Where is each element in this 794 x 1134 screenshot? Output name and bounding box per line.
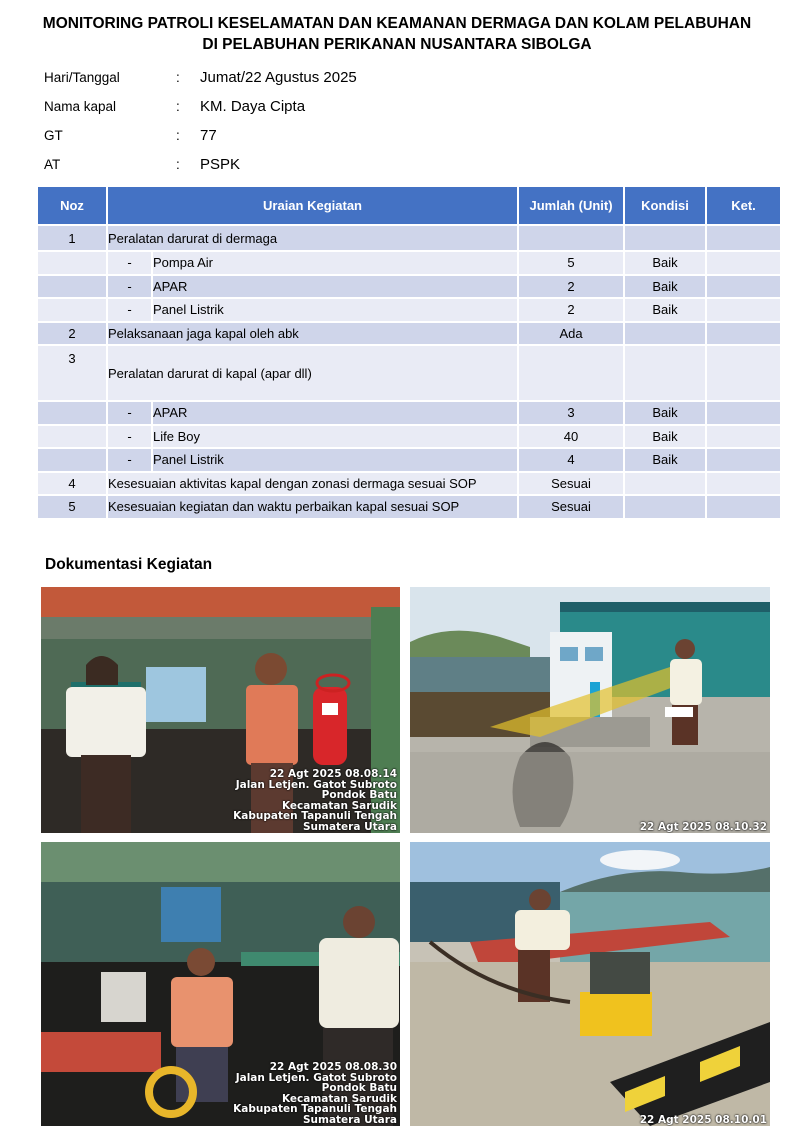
table-row	[37, 425, 781, 449]
cell-no: 1	[37, 225, 107, 251]
cell-kondisi: Baik	[624, 251, 706, 275]
header-kondisi: Kondisi	[624, 186, 706, 225]
cell-jumlah: 3	[518, 401, 624, 425]
cell-item: Life Boy	[152, 425, 518, 449]
cell-no: 4	[37, 472, 107, 496]
photo-ship-interior	[41, 842, 400, 1126]
info-value: KM. Daya Cipta	[200, 98, 306, 115]
cell-dash: -	[107, 401, 152, 425]
cell-jumlah: Sesuai	[518, 472, 624, 496]
info-label: Hari/Tanggal	[44, 70, 120, 85]
activity-table	[36, 185, 782, 520]
photo-timestamp: 22 Agt 2025 08.10.32	[639, 820, 767, 833]
cell-kondisi: Baik	[624, 425, 706, 449]
table-row	[37, 472, 781, 496]
info-colon: :	[176, 99, 180, 114]
cell-dash: -	[107, 425, 152, 449]
header-ket: Ket.	[706, 186, 781, 225]
cell-item: APAR	[152, 275, 518, 299]
title-line-2: DI PELABUHAN PERIKANAN NUSANTARA SIBOLGA	[202, 36, 592, 53]
cell-dash: -	[107, 275, 152, 299]
table-row	[37, 345, 781, 401]
header-jumlah: Jumlah (Unit)	[518, 186, 624, 225]
photo-dock-inspection-image	[410, 842, 770, 1126]
cell-dash: -	[107, 251, 152, 275]
table-row	[37, 298, 781, 322]
cell-kondisi: Baik	[624, 448, 706, 472]
cell-item: Panel Listrik	[152, 448, 518, 472]
info-value: Jumat/22 Agustus 2025	[200, 69, 357, 86]
cell-jumlah: 4	[518, 448, 624, 472]
cell-kondisi: Baik	[624, 298, 706, 322]
cell-kondisi: Baik	[624, 275, 706, 299]
cell-jumlah: Sesuai	[518, 495, 624, 519]
info-label: Nama kapal	[44, 99, 117, 114]
cell-jumlah: 2	[518, 298, 624, 322]
documentation-title: Dokumentasi Kegiatan	[45, 556, 213, 573]
photo-timestamp: 22 Agt 2025 08.08.30 Jalan Letjen. Gatot Subroto Pondok Batu Kecamatan Sarudik Kabupaten Tapanuli Tengah Sumatera Utara	[233, 1061, 397, 1126]
photo-dock-panel-image	[410, 587, 770, 833]
cell-jumlah: 40	[518, 425, 624, 449]
cell-no: 3	[37, 345, 107, 401]
table-row	[37, 495, 781, 519]
info-label: GT	[44, 128, 63, 143]
cell-no: 2	[37, 322, 107, 346]
info-value: 77	[200, 127, 217, 144]
document-title	[0, 13, 794, 55]
table-row	[37, 251, 781, 275]
info-colon: :	[176, 70, 180, 85]
cell-jumlah: 2	[518, 275, 624, 299]
info-label: AT	[44, 157, 61, 172]
cell-dash: -	[107, 448, 152, 472]
cell-item: APAR	[152, 401, 518, 425]
cell-item: Panel Listrik	[152, 298, 518, 322]
cell-item: Pompa Air	[152, 251, 518, 275]
table-row	[37, 448, 781, 472]
table-row	[37, 225, 781, 251]
photo-dock-inspection	[410, 842, 770, 1126]
header-uraian: Uraian Kegiatan	[107, 186, 518, 225]
table-row	[37, 401, 781, 425]
cell-no: 5	[37, 495, 107, 519]
cell-jumlah: Ada	[518, 322, 624, 346]
info-colon: :	[176, 157, 180, 172]
photo-timestamp: 22 Agt 2025 08.10.01	[639, 1113, 767, 1126]
header-no: Noz	[37, 186, 107, 225]
info-colon: :	[176, 128, 180, 143]
cell-uraian: Kesesuaian aktivitas kapal dengan zonasi dermaga sesuai SOP	[107, 472, 518, 496]
photo-timestamp: 22 Agt 2025 08.08.14 Jalan Letjen. Gatot Subroto Pondok Batu Kecamatan Sarudik Kabupaten Tapanuli Tengah Sumatera Utara	[233, 768, 397, 833]
table-row	[37, 322, 781, 346]
cell-uraian: Pelaksanaan jaga kapal oleh abk	[107, 322, 518, 346]
cell-uraian: Kesesuaian kegiatan dan waktu perbaikan kapal sesuai SOP	[107, 495, 518, 519]
cell-uraian: Peralatan darurat di dermaga	[107, 225, 518, 251]
table-header-row	[37, 186, 781, 225]
cell-jumlah: 5	[518, 251, 624, 275]
cell-kondisi: Baik	[624, 401, 706, 425]
photo-dock-panel	[410, 587, 770, 833]
info-value: PSPK	[200, 156, 241, 173]
cell-uraian: Peralatan darurat di kapal (apar dll)	[107, 345, 518, 401]
table-row	[37, 275, 781, 299]
cell-dash: -	[107, 298, 152, 322]
title-line-1: MONITORING PATROLI KESELAMATAN DAN KEAMANAN DERMAGA DAN KOLAM PELABUHAN	[42, 15, 752, 32]
photo-cabin-extinguisher	[41, 587, 400, 833]
